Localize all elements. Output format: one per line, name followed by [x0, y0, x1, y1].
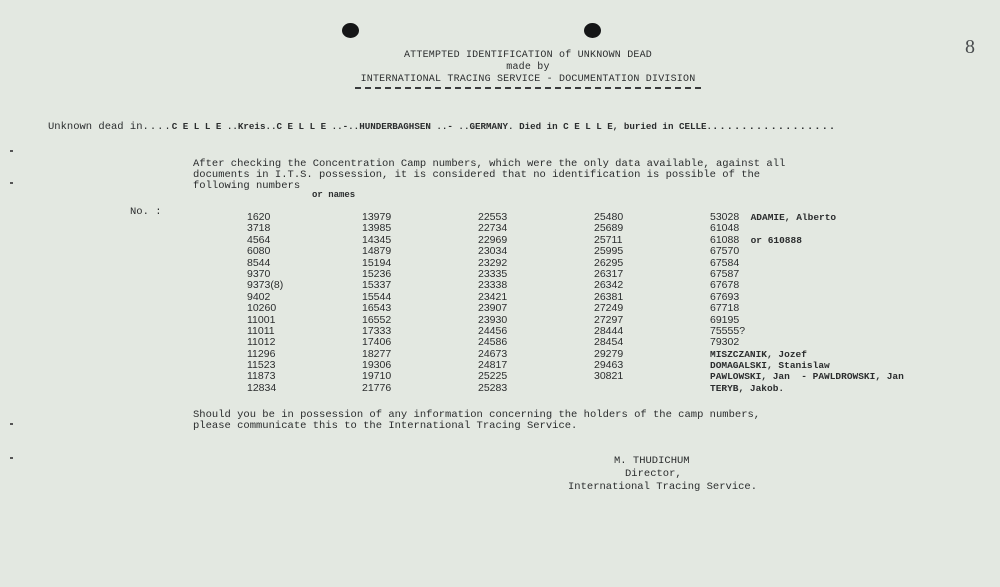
camp-number: 13985 — [362, 222, 392, 235]
margin-mark — [10, 423, 13, 425]
camp-number: 24673 — [478, 347, 508, 360]
camp-number: 23421 — [478, 290, 508, 303]
camp-number: 25283 — [478, 381, 508, 394]
camp-number: 11873 — [247, 370, 276, 383]
camp-number: 4564 — [247, 233, 271, 246]
person-name: or 610888 — [739, 234, 802, 246]
camp-number: 6080 — [247, 245, 271, 258]
number-name-row — [710, 371, 904, 382]
camp-number: 19710 — [362, 370, 392, 383]
camp-number: 18277 — [362, 347, 392, 360]
camp-number: 67587 — [710, 267, 740, 280]
camp-number: 24817 — [478, 359, 508, 372]
camp-number: 14345 — [362, 233, 392, 246]
person-name: PAWLOWSKI, Jan - PAWLDROWSKI, Jan — [710, 371, 904, 383]
camp-number: 25225 — [478, 370, 508, 383]
camp-number: 15544 — [362, 290, 392, 303]
closing-line-1: Should you be in possession of any information concerning the holders of the camp numbers, — [193, 409, 761, 421]
title-underline — [355, 87, 701, 89]
camp-number: 15194 — [362, 256, 392, 269]
camp-number: 25689 — [594, 222, 624, 235]
camp-number: 23335 — [478, 267, 508, 280]
intro-line-3: following numbers — [193, 180, 301, 192]
punch-hole-right — [584, 23, 601, 38]
camp-number: 24456 — [478, 324, 508, 337]
camp-number: 25480 — [594, 211, 624, 223]
number-column-4 — [594, 212, 664, 394]
camp-number: 11001 — [247, 313, 276, 326]
camp-number: 16543 — [362, 302, 392, 315]
camp-number: 67570 — [710, 245, 740, 258]
camp-number: 9370 — [247, 267, 271, 280]
title-line-2: made by — [506, 62, 550, 73]
camp-number: 3718 — [247, 222, 271, 235]
camp-number: 26381 — [594, 290, 624, 303]
number-name-row — [710, 349, 904, 360]
person-name: TERYB, Jakob. — [710, 382, 785, 394]
camp-number: 28454 — [594, 336, 624, 349]
number-name-row — [710, 360, 904, 371]
number-name-row — [710, 383, 904, 394]
number-name-row — [710, 337, 904, 348]
camp-number: 12834 — [247, 381, 277, 394]
camp-number: 11523 — [247, 359, 276, 372]
camp-number: 1620 — [247, 211, 271, 223]
camp-number: 67718 — [710, 302, 740, 315]
margin-mark — [10, 457, 13, 459]
camp-number: 30821 — [594, 370, 624, 383]
camp-number: 28444 — [594, 324, 624, 337]
person-name: DOMAGALSKI, Stanislaw — [710, 360, 830, 372]
intro-line-1: After checking the Concentration Camp numbers, which were the only data available, against all — [193, 158, 786, 170]
camp-number: 67584 — [710, 256, 740, 269]
camp-number: 17333 — [362, 324, 392, 337]
camp-number: 11296 — [247, 347, 276, 360]
camp-number: 21776 — [362, 381, 392, 394]
signature-org: International Tracing Service. — [568, 481, 758, 493]
punch-hole-left — [342, 23, 359, 38]
camp-number: 23338 — [478, 279, 508, 292]
camp-number: 67678 — [710, 279, 740, 292]
title-line-3: INTERNATIONAL TRACING SERVICE - DOCUMENTATION DIVISION — [360, 74, 696, 85]
camp-number: 9402 — [247, 290, 271, 303]
camp-number: 23907 — [478, 302, 508, 315]
camp-number: 22553 — [478, 211, 508, 223]
unknown-dead-location: C E L L E ..Kreis..C E L L E ..-..HUNDERBAGHSEN ..- ..GERMANY. Died in C E L L E, buried in CELLE. — [171, 121, 713, 132]
camp-number: 26295 — [594, 256, 624, 269]
camp-number: 61048 — [710, 222, 740, 235]
camp-number: 15236 — [362, 267, 392, 280]
number-column-2 — [362, 212, 432, 394]
signature-name: M. THUDICHUM — [614, 455, 690, 467]
camp-number: 19306 — [362, 359, 392, 372]
camp-number: 23034 — [478, 245, 508, 258]
page-number: 8 — [965, 36, 975, 58]
camp-number: 25711 — [594, 233, 623, 246]
camp-number: 14879 — [362, 245, 392, 258]
unknown-dead-dots-lead: .... — [142, 121, 172, 133]
camp-number: 22969 — [478, 233, 508, 246]
closing-line-2: please communicate this to the International Tracing Service. — [193, 420, 578, 432]
camp-number: 29279 — [594, 347, 624, 360]
camp-number: 8544 — [247, 256, 271, 269]
camp-number: 27297 — [594, 313, 624, 326]
camp-number: 15337 — [362, 279, 392, 292]
intro-line-2: documents in I.T.S. possession, it is considered that no identification is possible of the — [193, 169, 761, 181]
camp-number: 61088 — [710, 233, 740, 246]
margin-mark — [10, 150, 13, 152]
camp-number: 25995 — [594, 245, 624, 258]
camp-number: 23292 — [478, 256, 508, 269]
camp-number: 11012 — [247, 336, 276, 349]
camp-number: 17406 — [362, 336, 392, 349]
camp-number: 26317 — [594, 267, 624, 280]
number-column-5 — [710, 212, 904, 394]
title-line-1: ATTEMPTED IDENTIFICATION of UNKNOWN DEAD — [403, 50, 653, 61]
camp-number: 26342 — [594, 279, 624, 292]
camp-number: 11011 — [247, 324, 275, 337]
person-name: ADAMIE, Alberto — [739, 212, 837, 223]
camp-number: 69195 — [710, 313, 740, 326]
margin-mark — [10, 182, 13, 184]
camp-number: 16552 — [362, 313, 392, 326]
unknown-dead-line — [48, 121, 836, 133]
camp-number: 13979 — [362, 211, 392, 223]
person-name: MISZCZANIK, Jozef — [710, 348, 807, 360]
camp-number: 75555? — [710, 324, 746, 337]
camp-number: 10260 — [247, 302, 277, 315]
camp-number: 9373(8) — [247, 279, 284, 292]
number-column-1 — [247, 212, 317, 394]
camp-number: 27249 — [594, 302, 624, 315]
camp-number: 79302 — [710, 336, 740, 349]
camp-number: 24586 — [478, 336, 508, 349]
camp-number: 53028 — [710, 211, 740, 223]
camp-number: 23930 — [478, 313, 508, 326]
unknown-dead-prefix: Unknown dead in — [48, 121, 143, 133]
no-label: No. : — [130, 206, 162, 218]
intro-insert: or names — [312, 190, 356, 200]
number-column-3 — [478, 212, 548, 394]
unknown-dead-dots-trail: ................. — [712, 121, 837, 133]
camp-number: 29463 — [594, 359, 624, 372]
camp-number — [594, 383, 664, 394]
camp-number: 22734 — [478, 222, 508, 235]
signature-title: Director, — [625, 468, 682, 480]
camp-number: 67693 — [710, 290, 740, 303]
